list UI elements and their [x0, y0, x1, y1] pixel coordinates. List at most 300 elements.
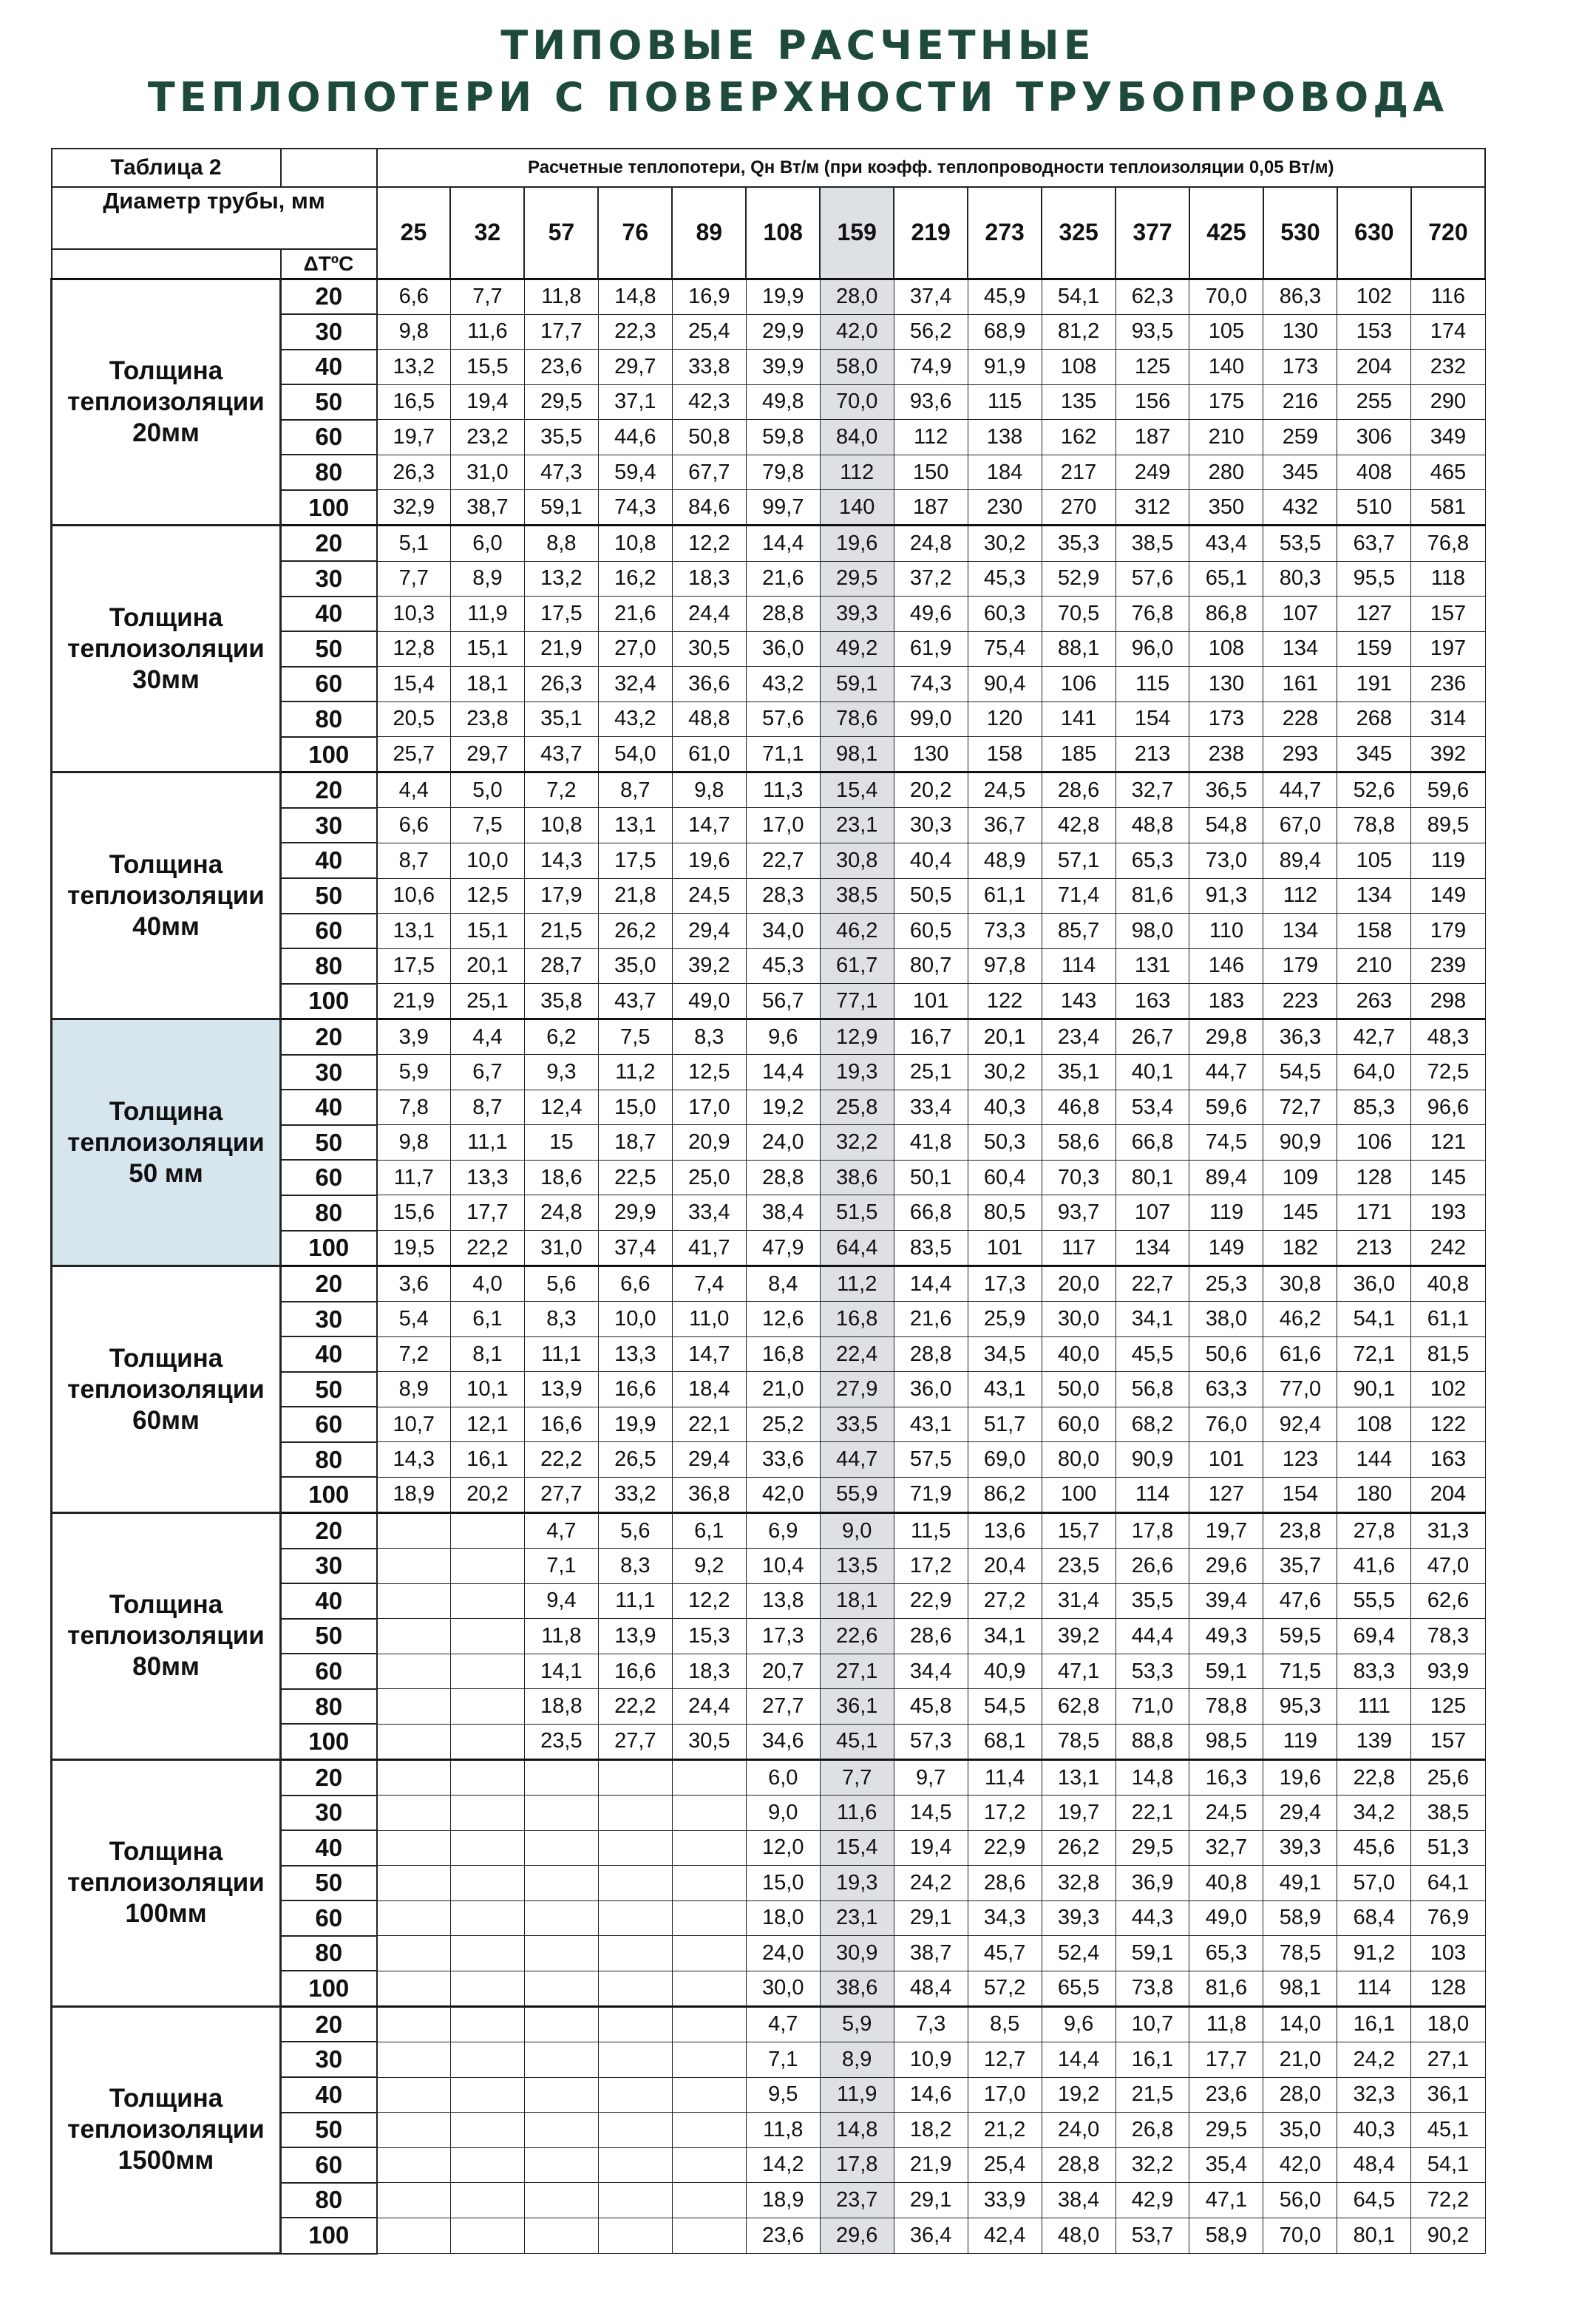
heat-loss-value: 23,8 [1263, 1513, 1337, 1549]
heat-loss-value: 6,6 [377, 279, 451, 314]
empty-cell [598, 1971, 672, 2006]
heat-loss-value: 13,9 [524, 1372, 598, 1407]
heat-loss-value: 11,6 [820, 1796, 894, 1831]
heat-loss-value: 154 [1115, 702, 1189, 737]
heat-loss-value: 259 [1263, 420, 1337, 455]
heat-loss-value: 32,9 [377, 490, 451, 526]
heat-loss-value: 134 [1115, 1231, 1189, 1266]
delta-t-value: 100 [281, 737, 377, 772]
heat-loss-value: 11,5 [894, 1513, 968, 1549]
heat-loss-value: 217 [1042, 455, 1115, 490]
heat-loss-value: 27,1 [1411, 2042, 1485, 2077]
heat-loss-value: 22,9 [968, 1830, 1042, 1866]
heat-loss-value: 120 [968, 702, 1042, 737]
heat-loss-value: 100 [1042, 1477, 1115, 1512]
heat-loss-value: 20,1 [968, 1019, 1042, 1055]
heat-loss-value: 25,4 [672, 314, 746, 350]
heat-loss-value: 35,5 [524, 420, 598, 455]
title-line-2: ТЕПЛОПОТЕРИ С ПОВЕРХНОСТИ ТРУБОПРОВОДА [147, 74, 1449, 120]
heat-loss-value: 29,4 [672, 914, 746, 949]
heat-loss-value: 39,3 [820, 597, 894, 632]
heat-loss-value: 71,9 [894, 1477, 968, 1512]
delta-t-label: ΔТºС [281, 249, 377, 279]
heat-loss-value: 29,5 [524, 384, 598, 420]
heat-loss-value: 36,1 [820, 1689, 894, 1725]
heat-loss-value: 138 [968, 420, 1042, 455]
heat-loss-value: 36,0 [746, 631, 820, 667]
heat-loss-value: 101 [894, 984, 968, 1019]
heat-loss-value: 90,1 [1337, 1372, 1411, 1407]
heat-loss-value: 45,7 [968, 1936, 1042, 1971]
heat-loss-value: 12,7 [968, 2042, 1042, 2077]
heat-loss-value: 7,4 [672, 1266, 746, 1302]
delta-t-value: 30 [281, 808, 377, 843]
heat-loss-value: 28,6 [894, 1619, 968, 1654]
empty-cell [672, 2042, 746, 2077]
heat-loss-value: 83,5 [894, 1231, 968, 1266]
heat-loss-value: 30,8 [820, 843, 894, 878]
heat-loss-value: 134 [1263, 631, 1337, 667]
heat-loss-value: 60,4 [968, 1160, 1042, 1195]
heat-loss-value: 33,4 [672, 1195, 746, 1231]
heat-loss-value: 345 [1337, 737, 1411, 772]
heat-loss-value: 54,0 [598, 737, 672, 772]
heat-loss-value: 21,5 [1115, 2077, 1189, 2113]
heat-loss-value: 10,7 [1115, 2006, 1189, 2042]
delta-t-value: 100 [281, 490, 377, 526]
heat-loss-value: 29,7 [598, 350, 672, 385]
heat-loss-value: 13,1 [377, 914, 451, 949]
heat-loss-value: 35,4 [1189, 2147, 1263, 2183]
heat-loss-value: 35,1 [1042, 1055, 1115, 1090]
heat-loss-value: 9,6 [746, 1019, 820, 1055]
heat-loss-value: 157 [1411, 1724, 1485, 1759]
heat-loss-value: 36,9 [1115, 1866, 1189, 1901]
delta-t-value: 40 [281, 1090, 377, 1125]
heat-loss-value: 40,3 [1337, 2113, 1411, 2148]
heat-loss-value: 314 [1411, 702, 1485, 737]
heat-loss-value: 32,7 [1115, 772, 1189, 808]
delta-t-value: 30 [281, 2042, 377, 2077]
heat-loss-value: 67,0 [1263, 808, 1337, 843]
heat-loss-value: 121 [1411, 1125, 1485, 1161]
heat-loss-value: 24,2 [1337, 2042, 1411, 2077]
heat-loss-value: 38,7 [450, 490, 524, 526]
empty-cell [598, 1900, 672, 1936]
heat-loss-value: 8,3 [598, 1549, 672, 1584]
heat-loss-value: 23,6 [1189, 2077, 1263, 2113]
heat-loss-value: 68,9 [968, 314, 1042, 350]
heat-loss-value: 20,2 [450, 1477, 524, 1512]
heat-loss-value: 29,7 [450, 737, 524, 772]
heat-loss-value: 36,0 [1337, 1266, 1411, 1302]
heat-loss-value: 134 [1263, 914, 1337, 949]
heat-loss-value: 42,7 [1337, 1019, 1411, 1055]
heat-loss-value: 12,1 [450, 1407, 524, 1442]
insulation-thickness-label: Толщина теплоизоляции 80мм [52, 1513, 281, 1760]
heat-loss-value: 143 [1042, 984, 1115, 1019]
insulation-thickness-label: Толщина теплоизоляции 30мм [52, 526, 281, 772]
heat-loss-value: 9,7 [894, 1759, 968, 1795]
heat-loss-value: 86,3 [1263, 279, 1337, 314]
heat-loss-value: 36,1 [1411, 2077, 1485, 2113]
heat-loss-value: 14,3 [377, 1442, 451, 1478]
heat-loss-value: 21,5 [524, 914, 598, 949]
heat-loss-value: 80,3 [1263, 561, 1337, 597]
heat-loss-value: 49,0 [1189, 1900, 1263, 1936]
heat-loss-value: 128 [1411, 1971, 1485, 2006]
heat-loss-value: 11,4 [968, 1759, 1042, 1795]
heat-loss-value: 69,0 [968, 1442, 1042, 1478]
heat-loss-value: 213 [1337, 1231, 1411, 1266]
heat-loss-value: 32,2 [820, 1125, 894, 1161]
heat-loss-value: 54,1 [1337, 1302, 1411, 1337]
heat-loss-value: 98,5 [1189, 1724, 1263, 1759]
delta-t-value: 40 [281, 1583, 377, 1619]
heat-loss-value: 21,2 [968, 2113, 1042, 2148]
heat-loss-value: 28,8 [746, 1160, 820, 1195]
heat-loss-value: 25,2 [746, 1407, 820, 1442]
heat-loss-value: 29,9 [746, 314, 820, 350]
heat-loss-value: 10,9 [894, 2042, 968, 2077]
heat-loss-value: 37,4 [598, 1231, 672, 1266]
heat-loss-value: 30,5 [672, 1724, 746, 1759]
heat-loss-value: 8,8 [524, 526, 598, 561]
heat-loss-value: 21,9 [524, 631, 598, 667]
heat-loss-value: 48,8 [672, 702, 746, 737]
heat-loss-value: 90,9 [1115, 1442, 1189, 1478]
heat-loss-value: 158 [968, 737, 1042, 772]
heat-loss-value: 18,7 [598, 1125, 672, 1161]
heat-loss-value: 71,5 [1263, 1654, 1337, 1689]
heat-loss-value: 14,8 [820, 2113, 894, 2148]
heat-loss-value: 11,8 [1189, 2006, 1263, 2042]
diameter-header: 57 [524, 187, 598, 279]
heat-loss-value: 9,0 [746, 1796, 820, 1831]
heat-loss-value: 48,8 [1115, 808, 1189, 843]
heat-loss-value: 76,0 [1189, 1407, 1263, 1442]
diameter-label: Диаметр трубы, мм [52, 187, 377, 249]
heat-loss-value: 11,2 [820, 1266, 894, 1302]
heat-loss-value: 61,7 [820, 948, 894, 984]
delta-t-value: 20 [281, 772, 377, 808]
table-row [52, 526, 1486, 561]
heat-loss-value: 36,6 [672, 667, 746, 702]
heat-loss-value: 28,3 [746, 878, 820, 914]
heat-loss-value: 11,0 [672, 1302, 746, 1337]
heat-loss-value: 30,0 [746, 1971, 820, 2006]
heat-loss-value: 60,3 [968, 597, 1042, 632]
heat-loss-value: 62,3 [1115, 279, 1189, 314]
heat-loss-value: 9,5 [746, 2077, 820, 2113]
heat-loss-value: 8,3 [672, 1019, 746, 1055]
heat-loss-value: 76,8 [1115, 597, 1189, 632]
heat-loss-value: 60,0 [1042, 1407, 1115, 1442]
heat-loss-value: 51,7 [968, 1407, 1042, 1442]
heat-loss-value: 95,3 [1263, 1689, 1337, 1725]
empty-cell [524, 1796, 598, 1831]
heat-loss-value: 57,0 [1337, 1866, 1411, 1901]
heat-loss-value: 24,5 [968, 772, 1042, 808]
heat-loss-value: 24,0 [746, 1125, 820, 1161]
heat-loss-value: 145 [1411, 1160, 1485, 1195]
heat-loss-value: 52,9 [1042, 561, 1115, 597]
heat-loss-value: 213 [1115, 737, 1189, 772]
empty-cell [672, 2147, 746, 2183]
heat-loss-value: 19,2 [1042, 2077, 1115, 2113]
heat-loss-value: 16,6 [598, 1654, 672, 1689]
heat-loss-value: 11,7 [377, 1160, 451, 1195]
heat-loss-value: 163 [1115, 984, 1189, 1019]
heat-loss-value: 29,5 [1115, 1830, 1189, 1866]
heat-loss-value: 26,2 [1042, 1830, 1115, 1866]
heat-loss-value: 107 [1263, 597, 1337, 632]
heat-loss-value: 134 [1337, 878, 1411, 914]
heat-loss-value: 34,5 [968, 1336, 1042, 1372]
heat-loss-value: 44,6 [598, 420, 672, 455]
heat-loss-value: 10,8 [598, 526, 672, 561]
heat-loss-value: 24,4 [672, 1689, 746, 1725]
heat-loss-value: 17,0 [746, 808, 820, 843]
heat-loss-value: 146 [1189, 948, 1263, 984]
heat-loss-value: 11,1 [450, 1125, 524, 1161]
heat-loss-value: 18,1 [450, 667, 524, 702]
heat-loss-value: 15,4 [820, 1830, 894, 1866]
heat-loss-value: 47,6 [1263, 1583, 1337, 1619]
heat-loss-value: 11,1 [524, 1336, 598, 1372]
heat-loss-value: 66,8 [1115, 1125, 1189, 1161]
heat-loss-value: 34,1 [968, 1619, 1042, 1654]
heat-loss-value: 101 [968, 1231, 1042, 1266]
heat-loss-value: 14,3 [524, 843, 598, 878]
heat-loss-value: 49,0 [672, 984, 746, 1019]
heat-loss-value: 8,1 [450, 1336, 524, 1372]
heat-loss-value: 28,8 [1042, 2147, 1115, 2183]
delta-t-value: 50 [281, 1619, 377, 1654]
heat-loss-value: 13,6 [968, 1513, 1042, 1549]
empty-cell [524, 1830, 598, 1866]
heat-loss-value: 465 [1411, 455, 1485, 490]
heat-loss-value: 6,0 [746, 1759, 820, 1795]
heat-loss-value: 184 [968, 455, 1042, 490]
heat-loss-value: 36,7 [968, 808, 1042, 843]
heat-loss-value: 22,6 [820, 1619, 894, 1654]
heat-loss-value: 22,2 [598, 1689, 672, 1725]
heat-loss-value: 45,1 [1411, 2113, 1485, 2148]
heat-loss-value: 14,7 [672, 808, 746, 843]
heat-loss-value: 74,5 [1189, 1125, 1263, 1161]
heat-loss-value: 39,3 [1042, 1900, 1115, 1936]
heat-loss-value: 80,0 [1042, 1442, 1115, 1478]
delta-t-value: 30 [281, 1302, 377, 1337]
heat-loss-value: 57,2 [968, 1971, 1042, 2006]
heat-loss-value: 17,7 [450, 1195, 524, 1231]
heat-loss-value: 10,0 [598, 1302, 672, 1337]
heat-loss-value: 48,3 [1411, 1019, 1485, 1055]
heat-loss-value: 45,9 [968, 279, 1042, 314]
heat-loss-value: 41,7 [672, 1231, 746, 1266]
delta-t-value: 80 [281, 1689, 377, 1725]
heat-loss-value: 55,5 [1337, 1583, 1411, 1619]
heat-loss-value: 59,1 [820, 667, 894, 702]
heat-loss-value: 19,6 [672, 843, 746, 878]
heat-loss-value: 9,4 [524, 1583, 598, 1619]
heat-loss-value: 36,5 [1189, 772, 1263, 808]
heat-loss-value: 180 [1337, 1477, 1411, 1512]
heat-loss-value: 26,3 [524, 667, 598, 702]
heat-loss-value: 14,7 [672, 1336, 746, 1372]
delta-t-value: 60 [281, 1160, 377, 1195]
heat-loss-value: 14,5 [894, 1796, 968, 1831]
heat-loss-value: 54,1 [1042, 279, 1115, 314]
heat-loss-value: 17,2 [894, 1549, 968, 1584]
heat-loss-value: 54,1 [1411, 2147, 1485, 2183]
heat-loss-value: 54,5 [1263, 1055, 1337, 1090]
table-row [52, 2006, 1486, 2042]
heat-loss-value: 26,5 [598, 1442, 672, 1478]
delta-t-value: 60 [281, 420, 377, 455]
heat-loss-value: 14,4 [746, 526, 820, 561]
heat-loss-value: 236 [1411, 667, 1485, 702]
heat-loss-value: 4,4 [377, 772, 451, 808]
heat-loss-value: 61,9 [894, 631, 968, 667]
heat-loss-value: 108 [1337, 1407, 1411, 1442]
heat-loss-value: 22,3 [598, 314, 672, 350]
heat-loss-value: 24,5 [1189, 1796, 1263, 1831]
heat-loss-value: 38,7 [894, 1936, 968, 1971]
diameter-header: 32 [450, 187, 524, 279]
heat-loss-value: 36,0 [894, 1372, 968, 1407]
heat-loss-value: 42,0 [1263, 2147, 1337, 2183]
heat-loss-value: 127 [1189, 1477, 1263, 1512]
heat-loss-value: 182 [1263, 1231, 1337, 1266]
heat-loss-value: 51,3 [1411, 1830, 1485, 1866]
heat-loss-value: 57,6 [746, 702, 820, 737]
heat-loss-value: 11,9 [450, 597, 524, 632]
heat-loss-value: 187 [894, 490, 968, 526]
heat-loss-value: 54,5 [968, 1689, 1042, 1725]
header-blank [281, 149, 377, 187]
heat-loss-value: 35,5 [1115, 1583, 1189, 1619]
heat-loss-value: 255 [1337, 384, 1411, 420]
heat-loss-value: 159 [1337, 631, 1411, 667]
heat-loss-value: 18,0 [746, 1900, 820, 1936]
heat-loss-value: 61,0 [672, 737, 746, 772]
diameter-header: 425 [1189, 187, 1263, 279]
heat-loss-value: 40,8 [1411, 1266, 1485, 1302]
heat-loss-value: 57,1 [1042, 843, 1115, 878]
heat-loss-value: 12,6 [746, 1302, 820, 1337]
empty-cell [450, 2113, 524, 2148]
heat-loss-value: 18,2 [894, 2113, 968, 2148]
heat-loss-value: 38,5 [1115, 526, 1189, 561]
delta-t-value: 50 [281, 1372, 377, 1407]
heat-loss-value: 32,8 [1042, 1866, 1115, 1901]
heat-loss-value: 11,9 [820, 2077, 894, 2113]
heat-loss-value: 78,3 [1411, 1619, 1485, 1654]
empty-cell [672, 1830, 746, 1866]
heat-loss-value: 9,8 [377, 314, 451, 350]
heat-loss-value: 29,9 [598, 1195, 672, 1231]
heat-loss-value: 7,7 [377, 561, 451, 597]
heat-loss-value: 16,9 [672, 279, 746, 314]
empty-cell [377, 1583, 451, 1619]
heat-loss-value: 103 [1411, 1936, 1485, 1971]
heat-loss-value: 23,8 [450, 702, 524, 737]
heat-loss-value: 7,5 [598, 1019, 672, 1055]
heat-loss-value: 76,8 [1411, 526, 1485, 561]
heat-loss-value: 8,5 [968, 2006, 1042, 2042]
heat-loss-value: 20,7 [746, 1654, 820, 1689]
heat-loss-value: 108 [1042, 350, 1115, 385]
heat-loss-value: 80,5 [968, 1195, 1042, 1231]
delta-t-value: 80 [281, 948, 377, 984]
heat-loss-value: 68,2 [1115, 1407, 1189, 1442]
heat-loss-value: 21,0 [746, 1372, 820, 1407]
heat-loss-value: 20,9 [672, 1125, 746, 1161]
heat-loss-value: 17,3 [968, 1266, 1042, 1302]
heat-loss-value: 197 [1411, 631, 1485, 667]
empty-cell [524, 2113, 598, 2148]
heat-loss-value: 16,3 [1189, 1759, 1263, 1795]
delta-t-value: 80 [281, 1442, 377, 1478]
heat-loss-value: 19,6 [1263, 1759, 1337, 1795]
heat-loss-value: 44,7 [1263, 772, 1337, 808]
heat-loss-value: 122 [968, 984, 1042, 1019]
heat-loss-value: 93,9 [1411, 1654, 1485, 1689]
empty-cell [377, 2147, 451, 2183]
heat-loss-value: 24,2 [894, 1866, 968, 1901]
heat-loss-value: 12,5 [672, 1055, 746, 1090]
heat-loss-value: 5,6 [524, 1266, 598, 1302]
heat-loss-value: 98,0 [1115, 914, 1189, 949]
heat-loss-value: 33,4 [894, 1090, 968, 1125]
heat-loss-value: 154 [1263, 1477, 1337, 1512]
empty-cell [598, 1830, 672, 1866]
delta-t-value: 20 [281, 1019, 377, 1055]
heat-loss-value: 19,9 [598, 1407, 672, 1442]
heat-loss-value: 12,5 [450, 878, 524, 914]
heat-loss-value: 72,5 [1411, 1055, 1485, 1090]
heat-loss-value: 22,4 [820, 1336, 894, 1372]
heat-loss-value: 15,0 [746, 1866, 820, 1901]
heat-loss-value: 22,7 [1115, 1266, 1189, 1302]
empty-cell [377, 2183, 451, 2218]
heat-loss-value: 81,5 [1411, 1336, 1485, 1372]
empty-cell [377, 1689, 451, 1725]
delta-t-value: 80 [281, 702, 377, 737]
heat-loss-value: 79,8 [746, 455, 820, 490]
heat-loss-value: 17,0 [968, 2077, 1042, 2113]
heat-loss-value: 32,4 [598, 667, 672, 702]
delta-t-value: 80 [281, 455, 377, 490]
heat-loss-value: 32,3 [1337, 2077, 1411, 2113]
heat-loss-value: 90,2 [1411, 2218, 1485, 2253]
heat-loss-value: 21,6 [598, 597, 672, 632]
heat-loss-value: 6,6 [377, 808, 451, 843]
heat-loss-value: 13,9 [598, 1619, 672, 1654]
heat-loss-value: 76,9 [1411, 1900, 1485, 1936]
heat-loss-value: 35,8 [524, 984, 598, 1019]
heat-loss-value: 14,6 [894, 2077, 968, 2113]
heat-loss-value: 38,5 [820, 878, 894, 914]
heat-loss-value: 223 [1263, 984, 1337, 1019]
heat-loss-value: 97,8 [968, 948, 1042, 984]
heat-loss-value: 44,7 [820, 1442, 894, 1478]
heat-loss-value: 20,1 [450, 948, 524, 984]
heat-loss-value: 96,0 [1115, 631, 1189, 667]
heat-loss-value: 130 [1263, 314, 1337, 350]
